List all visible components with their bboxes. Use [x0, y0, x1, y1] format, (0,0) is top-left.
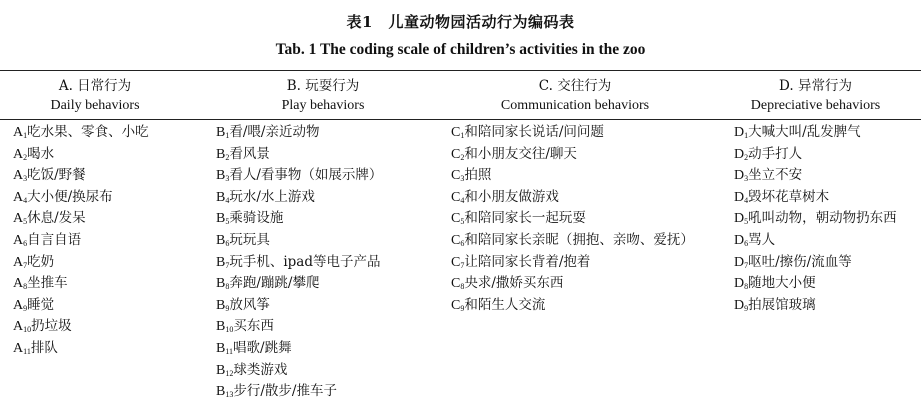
behavior-code — [734, 147, 748, 162]
behavior-code-item — [216, 252, 382, 274]
behavior-code-number: 4 — [225, 195, 230, 205]
behavior-code-letter: B — [216, 189, 226, 205]
behavior-code — [734, 190, 748, 205]
column-communication-list — [451, 122, 694, 316]
behavior-code-letter: C — [451, 276, 461, 292]
table-header-rule — [0, 119, 921, 120]
behavior-code-number: 3 — [460, 174, 465, 184]
behavior-code-number: 5 — [225, 217, 230, 227]
behavior-code-letter: C — [451, 125, 461, 140]
behavior-code-letter: C — [451, 168, 461, 184]
behavior-code-letter: A — [13, 189, 24, 205]
behavior-code-item — [216, 122, 382, 144]
behavior-code — [451, 255, 464, 270]
behavior-code-item — [451, 273, 694, 295]
behavior-description: 看风景 — [229, 145, 270, 162]
behavior-code-letter: A — [13, 254, 24, 270]
behavior-code-letter: B — [216, 254, 226, 270]
behavior-code-item — [451, 252, 694, 274]
behavior-description: 排队 — [30, 339, 58, 356]
behavior-code-letter: D — [734, 146, 745, 162]
behavior-code — [216, 298, 229, 313]
behavior-code-number: 7 — [225, 260, 230, 270]
behavior-code-item — [216, 230, 382, 252]
behavior-code-item — [216, 144, 382, 166]
behavior-code-letter: D — [734, 189, 745, 205]
behavior-description: 央求/撒娇买东西 — [464, 275, 564, 292]
behavior-code-number: 2 — [23, 152, 28, 162]
behavior-code-item — [216, 316, 382, 338]
behavior-code — [13, 319, 31, 334]
behavior-description: 玩手机、ipad等电子产品 — [229, 253, 381, 270]
behavior-code-number: 4 — [744, 195, 749, 205]
behavior-code-number: 4 — [460, 195, 465, 205]
behavior-code-number: 1 — [744, 131, 749, 140]
behavior-description: 吼叫动物，朝动物扔东西 — [748, 210, 897, 227]
behavior-code-number: 5 — [23, 217, 28, 227]
behavior-code — [216, 125, 229, 140]
behavior-description: 步行/散步/推车子 — [233, 383, 337, 400]
behavior-code-letter: D — [734, 297, 745, 313]
behavior-code — [13, 190, 27, 205]
column-header-cn: D. 异常行为 — [779, 78, 852, 94]
behavior-code-number: 7 — [23, 260, 28, 270]
behavior-code-number: 5 — [744, 217, 749, 227]
behavior-code — [13, 125, 27, 140]
column-header-en: Daily behaviors — [50, 98, 140, 113]
behavior-description: 和小朋友交往/聊天 — [464, 145, 577, 162]
behavior-code-item — [216, 187, 382, 209]
behavior-code — [216, 147, 229, 162]
behavior-code-number: 3 — [744, 174, 749, 184]
behavior-code — [451, 298, 464, 313]
behavior-code-item — [451, 187, 694, 209]
behavior-code-number: 4 — [23, 195, 28, 205]
behavior-code — [13, 276, 27, 291]
behavior-code — [451, 233, 464, 248]
behavior-code — [451, 125, 464, 140]
behavior-code-letter: C — [451, 232, 461, 248]
behavior-code — [734, 276, 748, 291]
behavior-code — [734, 168, 748, 183]
table-title-cn: 表1 儿童动物园活动行为编码表 — [346, 13, 575, 31]
behavior-description: 和陪同家长亲昵（拥抱、亲吻、爱抚） — [464, 231, 694, 248]
behavior-code-letter: B — [216, 297, 226, 313]
behavior-code-letter: B — [216, 276, 226, 292]
behavior-description: 和陪同家长说话/问问题 — [464, 124, 604, 140]
behavior-description: 呕吐/擦伤/流血等 — [748, 253, 852, 270]
behavior-code — [216, 211, 229, 226]
behavior-code-item — [451, 122, 694, 144]
behavior-code-item — [734, 187, 897, 209]
behavior-code-item — [13, 338, 149, 360]
behavior-code — [216, 255, 229, 270]
behavior-code-number: 10 — [23, 325, 32, 335]
behavior-code-letter: A — [13, 232, 24, 248]
behavior-code-letter: B — [216, 211, 226, 227]
behavior-code-number: 9 — [225, 303, 230, 313]
behavior-code-item — [13, 230, 149, 252]
behavior-code-item — [734, 230, 897, 252]
behavior-description: 乘骑设施 — [229, 210, 284, 227]
behavior-code-letter: A — [13, 276, 24, 292]
table-top-rule — [0, 70, 921, 71]
behavior-code-number: 11 — [225, 346, 234, 356]
behavior-code-number: 2 — [225, 152, 230, 162]
behavior-code-item — [451, 165, 694, 187]
behavior-code-item — [13, 295, 149, 317]
column-header-play — [208, 76, 438, 116]
behavior-description: 吃水果、零食、小吃 — [27, 124, 149, 140]
behavior-code-item — [216, 360, 382, 382]
behavior-code-letter: C — [451, 146, 461, 162]
behavior-description: 让陪同家长背着/抱着 — [464, 253, 591, 270]
behavior-code — [13, 298, 27, 313]
behavior-code-number: 7 — [460, 260, 465, 270]
behavior-code-item — [13, 122, 149, 144]
behavior-code-item — [216, 273, 382, 295]
behavior-code — [13, 255, 27, 270]
behavior-description: 毁坏花草树木 — [748, 188, 830, 205]
column-header-en: Play behaviors — [281, 98, 365, 113]
behavior-code-letter: D — [734, 168, 745, 184]
behavior-code-item — [13, 187, 149, 209]
behavior-code-letter: B — [216, 319, 226, 335]
behavior-code-letter: D — [734, 254, 745, 270]
behavior-description: 骂人 — [748, 231, 776, 248]
behavior-code-item — [13, 316, 149, 338]
column-header-en: Communication behaviors — [500, 98, 650, 113]
behavior-code-item — [13, 144, 149, 166]
behavior-code-letter: B — [216, 125, 226, 140]
behavior-description: 和陌生人交流 — [464, 296, 546, 313]
behavior-description: 自言自语 — [27, 231, 82, 248]
behavior-code-item — [734, 208, 897, 230]
behavior-code — [734, 255, 748, 270]
behavior-code-item — [734, 144, 897, 166]
behavior-code-number: 3 — [225, 174, 230, 184]
behavior-code — [451, 168, 464, 183]
behavior-description: 看人/看事物（如展示牌） — [229, 167, 383, 184]
behavior-code-number: 12 — [225, 368, 234, 378]
behavior-code-number: 5 — [460, 217, 465, 227]
behavior-code-item — [734, 295, 897, 317]
behavior-code-number: 9 — [744, 303, 749, 313]
column-header-cn: A. 日常行为 — [58, 78, 132, 94]
column-play-list — [216, 122, 382, 403]
behavior-description: 吃饭/野餐 — [27, 167, 86, 184]
behavior-code-letter: C — [451, 211, 461, 227]
behavior-code-letter: C — [451, 254, 461, 270]
behavior-description: 奔跑/蹦跳/攀爬 — [229, 275, 320, 292]
behavior-code — [13, 168, 27, 183]
behavior-code-letter: A — [13, 146, 24, 162]
behavior-description: 扔垃圾 — [31, 318, 72, 335]
behavior-code-item — [216, 165, 382, 187]
behavior-code — [451, 147, 464, 162]
behavior-code-item — [451, 230, 694, 252]
behavior-code-letter: A — [13, 168, 24, 184]
behavior-code-number: 2 — [744, 152, 749, 162]
behavior-code-item — [13, 165, 149, 187]
behavior-description: 休息/发呆 — [27, 210, 86, 227]
behavior-code-number: 8 — [23, 282, 28, 292]
behavior-code — [216, 276, 229, 291]
behavior-code — [734, 233, 748, 248]
behavior-code-number: 1 — [460, 131, 465, 140]
behavior-code-item — [13, 273, 149, 295]
table-title-en: Tab. 1 The coding scale of children’s activities in the zoo — [275, 41, 646, 58]
column-header-cn: B. 玩耍行为 — [286, 78, 360, 94]
behavior-code-letter: B — [216, 340, 226, 356]
behavior-description: 玩水/水上游戏 — [229, 188, 315, 205]
behavior-code-letter: B — [216, 232, 226, 248]
behavior-description: 拍展馆玻璃 — [748, 296, 816, 313]
behavior-description: 唱歌/跳舞 — [233, 339, 292, 356]
behavior-code-letter: D — [734, 276, 745, 292]
behavior-code — [451, 276, 464, 291]
behavior-description: 大小便/换尿布 — [27, 188, 113, 205]
behavior-code — [13, 341, 31, 356]
behavior-code — [216, 190, 229, 205]
behavior-code-number: 6 — [460, 238, 465, 248]
behavior-code — [13, 147, 27, 162]
behavior-code — [734, 298, 748, 313]
behavior-code-number: 3 — [23, 174, 28, 184]
column-header-communication — [460, 76, 690, 116]
behavior-description: 拍照 — [464, 167, 492, 184]
behavior-code-letter: D — [734, 211, 745, 227]
behavior-code-number: 8 — [460, 282, 465, 292]
behavior-code — [216, 341, 233, 356]
behavior-code-item — [734, 273, 897, 295]
behavior-description: 喝水 — [27, 145, 55, 162]
behavior-code-item — [216, 338, 382, 360]
behavior-code-letter: C — [451, 297, 461, 313]
behavior-code-letter: B — [216, 146, 226, 162]
behavior-code-letter: A — [13, 319, 24, 335]
behavior-code-item — [734, 252, 897, 274]
behavior-code-letter: A — [13, 211, 24, 227]
behavior-code-letter: B — [216, 384, 226, 400]
behavior-code-number: 7 — [744, 260, 749, 270]
behavior-code-number: 9 — [23, 303, 28, 313]
behavior-description: 动手打人 — [748, 145, 803, 162]
behavior-description: 大喊大叫/乱发脾气 — [748, 124, 861, 140]
behavior-code — [451, 211, 464, 226]
behavior-description: 睡觉 — [27, 296, 55, 313]
behavior-code-letter: C — [451, 189, 461, 205]
behavior-code-item — [13, 208, 149, 230]
behavior-code-number: 1 — [225, 131, 230, 140]
behavior-description: 和小朋友做游戏 — [464, 188, 559, 205]
behavior-description: 坐立不安 — [748, 167, 803, 184]
behavior-code — [216, 363, 233, 378]
behavior-code-item — [734, 122, 897, 144]
behavior-code-number: 1 — [23, 131, 28, 140]
behavior-code-item — [216, 295, 382, 317]
behavior-code-item — [734, 165, 897, 187]
behavior-code — [216, 384, 233, 399]
behavior-code — [451, 190, 464, 205]
behavior-code-number: 9 — [460, 303, 465, 313]
behavior-code — [216, 319, 233, 334]
behavior-description: 和陪同家长一起玩耍 — [464, 210, 586, 227]
behavior-code-number: 6 — [23, 238, 28, 248]
behavior-description: 买东西 — [233, 318, 274, 335]
behavior-code-letter: D — [734, 232, 745, 248]
behavior-code — [216, 233, 229, 248]
behavior-description: 玩玩具 — [229, 231, 270, 248]
behavior-code-number: 10 — [225, 325, 234, 335]
behavior-code — [13, 233, 27, 248]
column-header-daily — [0, 76, 190, 116]
behavior-code-item — [451, 208, 694, 230]
behavior-description: 坐推车 — [27, 275, 68, 292]
behavior-code-number: 8 — [225, 282, 230, 292]
column-header-cn: C. 交往行为 — [538, 78, 612, 94]
behavior-code — [734, 125, 748, 140]
column-header-depreciative — [710, 76, 921, 116]
behavior-description: 看/喂/亲近动物 — [229, 124, 320, 140]
behavior-code — [13, 211, 27, 226]
behavior-code-letter: A — [13, 125, 24, 140]
behavior-code-letter: B — [216, 168, 226, 184]
behavior-code-item — [216, 381, 382, 403]
behavior-code-number: 6 — [225, 238, 230, 248]
behavior-code-letter: D — [734, 125, 745, 140]
behavior-code-number: 6 — [744, 238, 749, 248]
behavior-description: 球类游戏 — [233, 361, 288, 378]
behavior-code-item — [451, 295, 694, 317]
behavior-code-letter: A — [13, 297, 24, 313]
behavior-code-item — [13, 252, 149, 274]
behavior-description: 随地大小便 — [748, 275, 816, 292]
behavior-code-letter: B — [216, 362, 226, 378]
behavior-description: 吃奶 — [27, 253, 55, 270]
column-daily-list — [13, 122, 149, 360]
behavior-code — [216, 168, 229, 183]
behavior-code-letter: A — [13, 340, 24, 356]
behavior-code — [734, 211, 748, 226]
behavior-code-number: 2 — [460, 152, 465, 162]
behavior-code-item — [451, 144, 694, 166]
behavior-code-item — [216, 208, 382, 230]
behavior-code-number: 8 — [744, 282, 749, 292]
behavior-code-number: 11 — [23, 346, 31, 356]
column-header-en: Depreciative behaviors — [750, 98, 881, 113]
behavior-description: 放风筝 — [229, 296, 270, 313]
behavior-code-number: 13 — [225, 390, 234, 400]
column-depreciative-list — [734, 122, 897, 316]
